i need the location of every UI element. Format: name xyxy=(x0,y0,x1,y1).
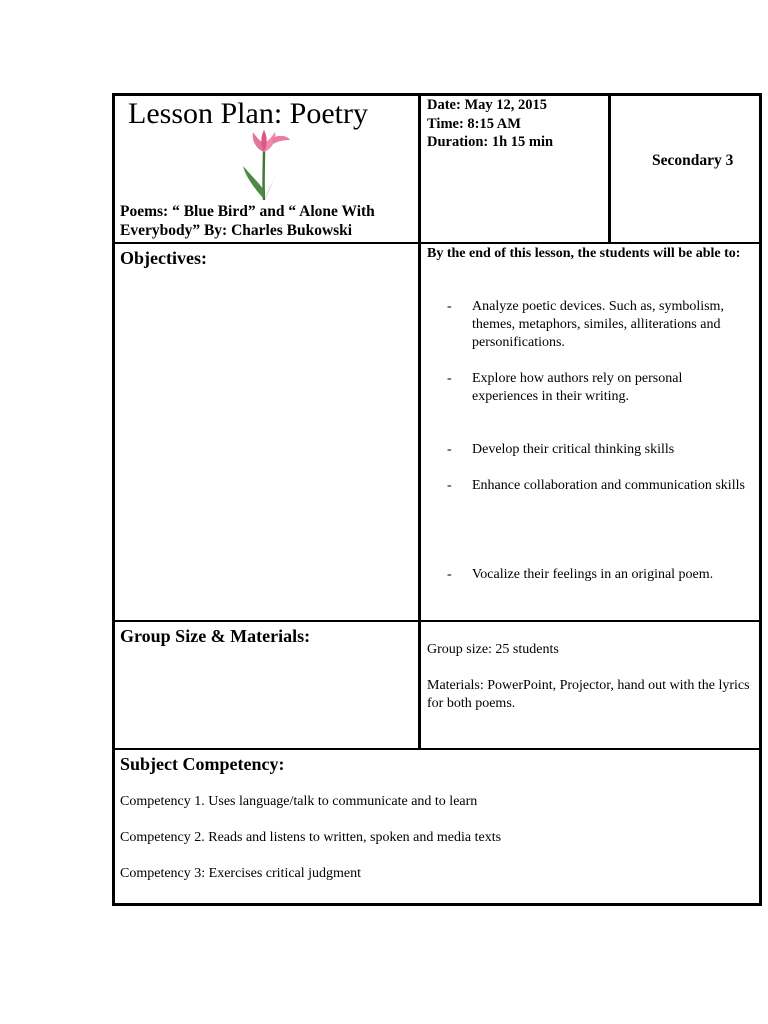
table-border-right xyxy=(759,93,762,906)
poems-line: Poems: “ Blue Bird” and “ Alone With Everybody” By: Charles Bukowski xyxy=(120,203,375,239)
lesson-time: Time: 8:15 AM xyxy=(427,115,521,132)
group-size: Group size: 25 students xyxy=(427,642,559,657)
lesson-duration: Duration: 1h 15 min xyxy=(427,134,554,150)
tulip-icon xyxy=(236,128,292,202)
table-border-left xyxy=(112,93,115,906)
table-border-bottom xyxy=(112,903,762,906)
page-title: Lesson Plan: Poetry xyxy=(128,97,368,130)
table-border-header-split xyxy=(608,93,611,244)
group-materials: Materials: PowerPoint, Projector, hand out with the lyrics for both poems. xyxy=(427,678,750,711)
lesson-date: Date: May 12, 2015 xyxy=(427,97,548,113)
group-heading: Group Size & Materials: xyxy=(120,626,311,646)
table-border-row1 xyxy=(112,242,762,244)
objective-item: - Explore how authors rely on personal experiences in their writing. xyxy=(447,371,683,404)
objective-item: - Develop their critical thinking skills xyxy=(447,442,675,457)
objective-item: - Vocalize their feelings in an original poem. xyxy=(447,567,714,582)
table-border-row3 xyxy=(112,748,762,750)
grade-level: Secondary 3 xyxy=(652,152,734,169)
objectives-heading: Objectives: xyxy=(120,248,207,268)
lesson-meta xyxy=(427,96,553,152)
competency-item: Competency 2. Reads and listens to written, spoken and media texts xyxy=(120,830,502,845)
competency-heading: Subject Competency: xyxy=(120,754,285,774)
objectives-intro: By the end of this lesson, the students will be able to: xyxy=(427,246,741,261)
competency-item: Competency 3: Exercises critical judgment xyxy=(120,866,362,881)
objective-item: - Enhance collaboration and communication skills xyxy=(447,478,745,493)
table-border-row2 xyxy=(112,620,762,622)
table-border-mid xyxy=(418,93,421,750)
competency-item: Competency 1. Uses language/talk to communicate and to learn xyxy=(120,794,478,809)
objective-item: - Analyze poetic devices. Such as, symbolism, themes, metaphors, similes, alliterations and personifications. xyxy=(447,299,724,350)
